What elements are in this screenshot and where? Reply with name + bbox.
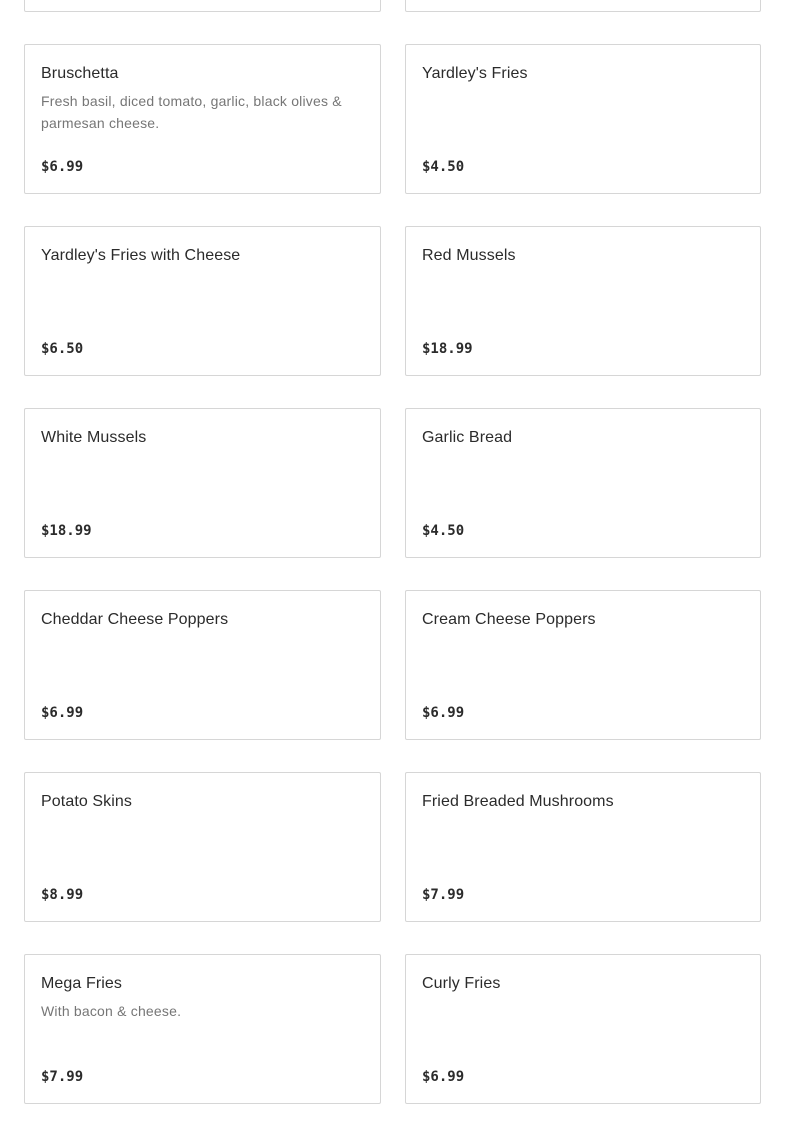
menu-item-card[interactable] bbox=[24, 590, 381, 740]
menu-item-card[interactable] bbox=[405, 590, 761, 740]
menu-item-name: Yardley's Fries with Cheese bbox=[41, 247, 241, 264]
menu-item-price: $6.99 bbox=[422, 1069, 465, 1085]
menu-item-price: $4.50 bbox=[422, 523, 465, 539]
menu-item-card[interactable] bbox=[405, 226, 761, 376]
menu-item-price: $7.99 bbox=[422, 887, 465, 903]
menu-item-price: $6.99 bbox=[422, 705, 465, 721]
menu-item-price: $8.99 bbox=[41, 887, 84, 903]
menu-item-card[interactable] bbox=[405, 954, 761, 1104]
menu-item-name: Cream Cheese Poppers bbox=[422, 611, 596, 628]
menu-item-card[interactable] bbox=[24, 954, 381, 1104]
menu-item-price: $18.99 bbox=[41, 523, 92, 539]
menu-item-card[interactable] bbox=[24, 772, 381, 922]
menu-item-price: $7.99 bbox=[41, 1069, 84, 1085]
menu-item-price: $6.50 bbox=[41, 341, 84, 357]
menu-item-card[interactable] bbox=[405, 772, 761, 922]
menu-item-name: Red Mussels bbox=[422, 247, 516, 264]
menu-item-description: Fresh basil, diced tomato, garlic, black olives & parmesan cheese. bbox=[41, 93, 342, 131]
menu-item-price: $6.99 bbox=[41, 159, 84, 175]
menu-item-price: $4.50 bbox=[422, 159, 465, 175]
menu-item-card[interactable] bbox=[24, 0, 381, 12]
menu-item-name: Mega Fries bbox=[41, 975, 123, 992]
menu-item-price: $6.99 bbox=[41, 705, 84, 721]
menu-items-grid bbox=[24, 0, 761, 1104]
menu-item-name: White Mussels bbox=[41, 429, 147, 446]
menu-item-name: Curly Fries bbox=[422, 975, 501, 992]
menu-item-price: $18.99 bbox=[422, 341, 473, 357]
menu-item-name: Yardley's Fries bbox=[422, 65, 528, 82]
menu-item-name: Potato Skins bbox=[41, 793, 133, 810]
menu-item-description: With bacon & cheese. bbox=[41, 1003, 182, 1019]
menu-item-card[interactable] bbox=[24, 408, 381, 558]
menu-item-card[interactable] bbox=[405, 408, 761, 558]
menu-item-card[interactable] bbox=[405, 0, 761, 12]
menu-item-card[interactable] bbox=[24, 226, 381, 376]
menu-item-name: Bruschetta bbox=[41, 65, 119, 82]
menu-item-name: Cheddar Cheese Poppers bbox=[41, 611, 229, 628]
menu-item-name: Garlic Bread bbox=[422, 429, 513, 446]
menu-item-card[interactable] bbox=[405, 44, 761, 194]
menu-item-name: Fried Breaded Mushrooms bbox=[422, 793, 614, 810]
menu-item-card[interactable] bbox=[24, 44, 381, 194]
